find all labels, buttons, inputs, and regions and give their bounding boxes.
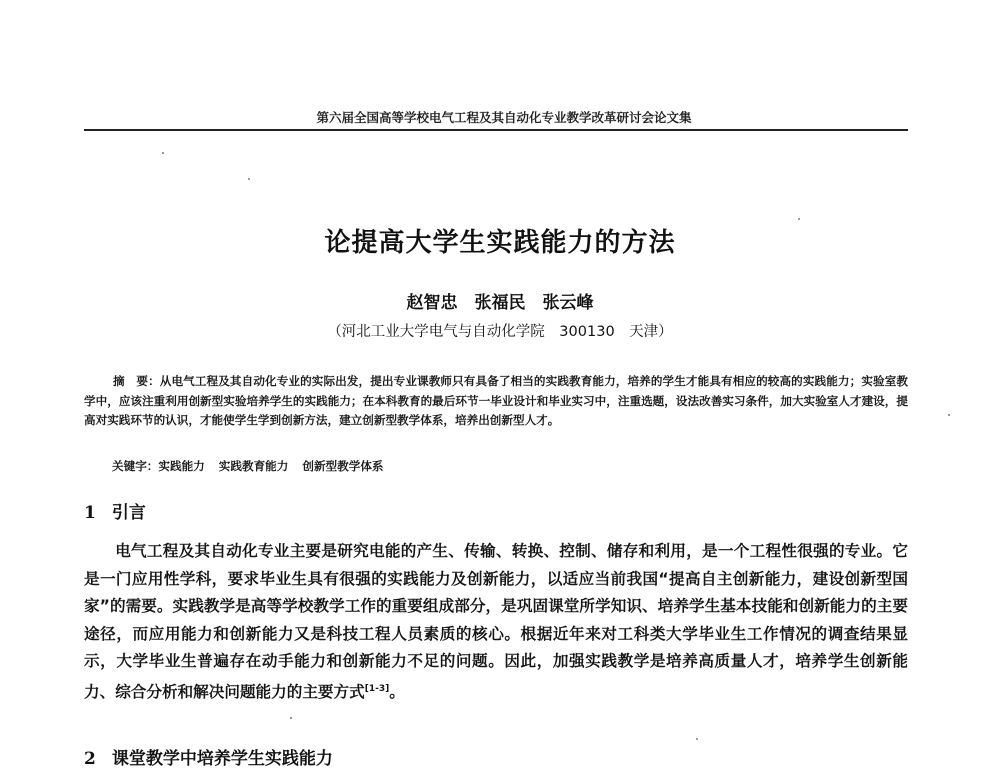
keyword-item: 创新型教学体系 (302, 459, 384, 473)
scan-speck (162, 152, 164, 154)
section-number: 2 (84, 749, 96, 769)
section-title: 课堂教学中培养学生实践能力 (111, 749, 333, 769)
scan-speck (798, 218, 800, 220)
abstract (84, 372, 908, 431)
paper-authors: 赵智忠 张福民 张云峰 (406, 293, 594, 313)
section-title: 引言 (111, 503, 146, 523)
scan-speck (696, 738, 698, 740)
journal-header: 第六届全国高等学校电气工程及其自动化专业教学改革研讨会论文集 (316, 110, 692, 125)
keywords-label: 关键字： (112, 459, 159, 473)
paper-affiliation: （河北工业大学电气与自动化学院 300130 天津） (327, 324, 673, 340)
header-rule (84, 129, 908, 131)
keyword-item: 实践教育能力 (218, 459, 289, 473)
section-heading-introduction (84, 498, 146, 523)
scan-speck (948, 414, 950, 416)
section-number: 1 (84, 503, 96, 523)
scan-speck (290, 717, 292, 719)
keyword-item: 实践能力 (158, 459, 205, 473)
abstract-label: 摘 要： (113, 374, 160, 388)
abstract-text: 从电气工程及其自动化专业的实际出发，提出专业课教师只有具备了相当的实践教育能力，培养的学生才能具有相应的较高的实践能力；实验室教学中，应该注重利用创新型实验培养学生的实践能力；在本科教育的最后环节一毕业设计和毕业实习中，注重选题，设法改善实习条件，加大实验室人才建设，提高对实践环节的认识，才能使学生学到创新方法，建立创新型教学体系，培养出创新型人才。 (84, 374, 908, 427)
paper-title: 论提高大学生实践能力的方法 (324, 228, 676, 258)
paragraph-end: 。 (389, 682, 405, 701)
paragraph-text: 电气工程及其自动化专业主要是研究电能的产生、传输、转换、控制、储存和利用，是一个工程性很强的专业。它是一门应用性学科，要求毕业生具有很强的实践能力及创新能力，以适应当前我国“提高自主创新能力，建设创新型国家”的需要。实践教学是高等学校教学工作的重要组成部分，是巩固课堂所学知识、培养学生基本技能和创新能力的主要途径，而应用能力和创新能力又是科技工程人员素质的核心。根据近年来对工科类大学毕业生工作情况的调查结果显示，大学毕业生普遍存在动手能力和创新能力不足的问题。因此，加强实践教学是培养高质量人才，培养学生创新能力、综合分析和解决问题能力的主要方式 (84, 542, 908, 701)
scan-speck (248, 178, 250, 180)
citation: [1-3] (364, 683, 390, 694)
intro-paragraph (84, 538, 908, 706)
section-heading-classroom (84, 744, 333, 769)
keywords (112, 458, 908, 474)
